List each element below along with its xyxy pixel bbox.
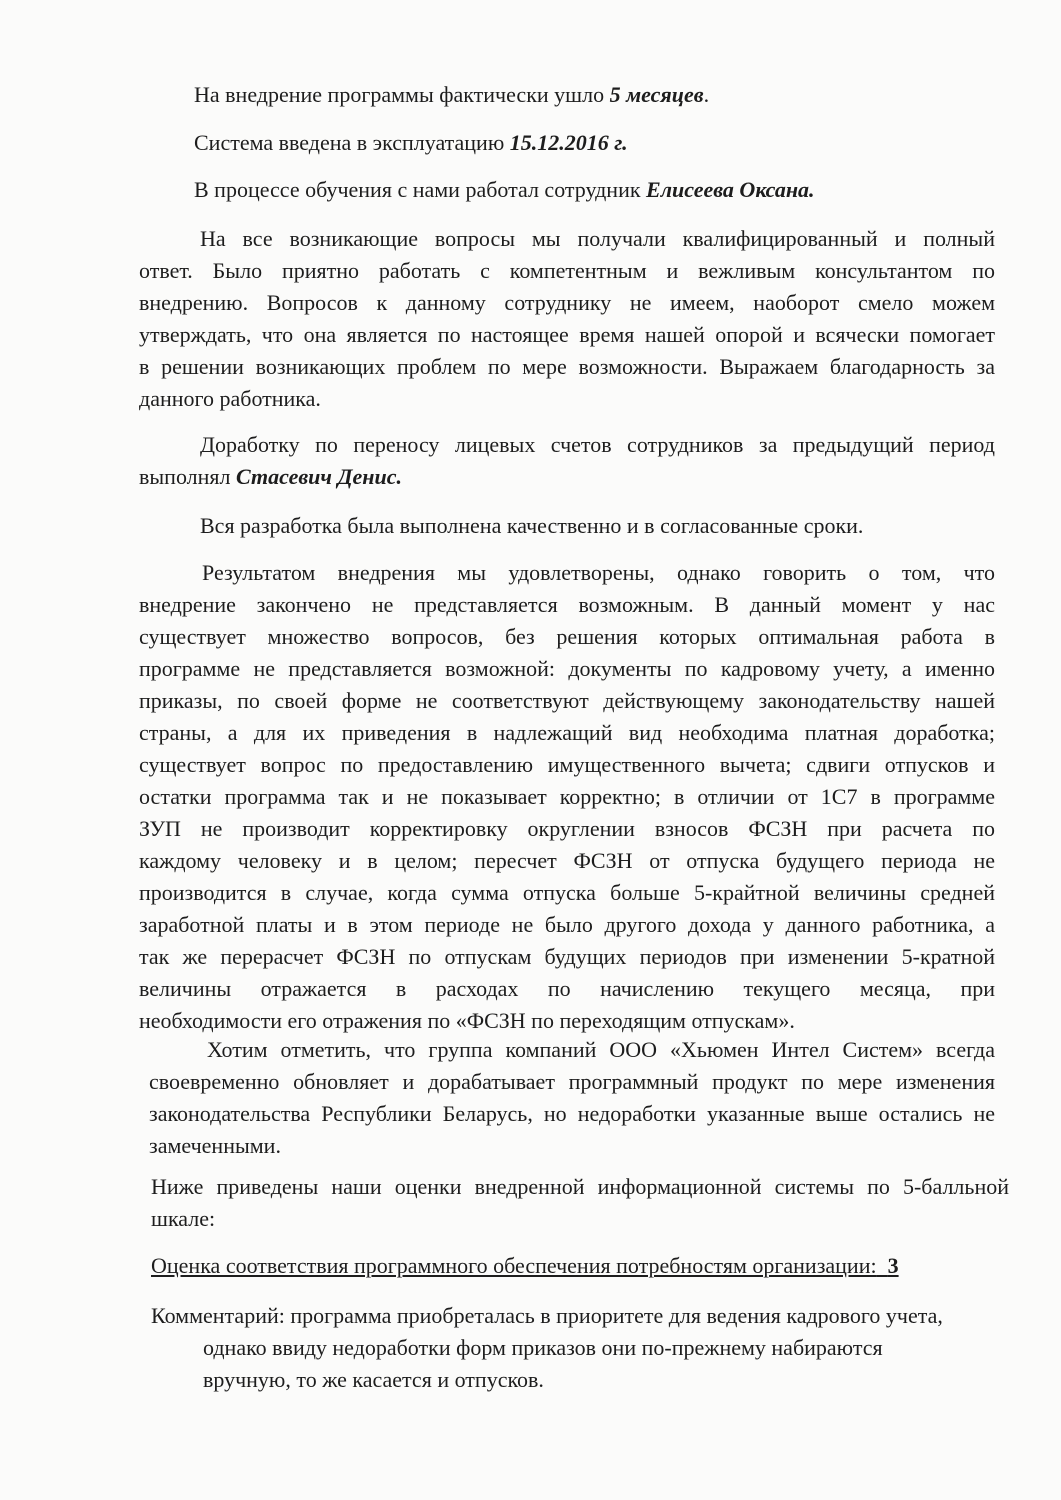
paragraph-line: каждому человеку и в целом; пересчет ФСЗН от отпуска будущего периода не [139,848,995,873]
paragraph-line: шкале: [151,1206,216,1231]
paragraph-line: утверждать, что она является по настоящее время нашей опорой и всячески помогает [139,322,995,347]
paragraph-line: необходимости его отражения по «ФСЗН по переходящим отпускам». [139,1008,795,1033]
paragraph-line: Доработку по переносу лицевых счетов сотрудников за предыдущий период [200,432,995,457]
paragraph-line: внедрение закончено не представляется возможным. В данный момент у нас [139,592,995,617]
paragraph-ratings-intro [151,1172,1009,1236]
paragraph-line: приказы, по своей форме не соответствуют действующему законодательству нашей [139,688,995,713]
comment-block [151,1301,1011,1397]
paragraph-line: существует вопрос по предоставлению имущественного вычета; сдвиги отпусков и [139,752,995,777]
paragraph-line: Результатом внедрения мы удовлетворены, однако говорить о том, что [202,560,995,585]
paragraph-line: остатки программа так и не показывает корректно; в отличии от 1С7 в программе [139,784,995,809]
paragraph-line: ЗУП не производит корректировку округлении взносов ФСЗН при расчета по [139,816,995,841]
trainer-line [194,175,815,205]
paragraph-line: страны, а для их приведения в надлежащий вид необходима платная доработка; [139,720,995,745]
paragraph-line: производится в случае, когда сумма отпуска больше 5-крайтной величины средней [139,880,995,905]
paragraph-line: Ниже приведены наши оценки внедренной информационной системы по 5-балльной [151,1174,1009,1199]
commissioning-date: 15.12.2016 г. [509,130,628,155]
developer-name: Стасевич Денис. [236,464,402,489]
paragraph-line: Хотим отметить, что группа компаний ООО «Хьюмен Интел Систем» всегда [207,1037,995,1062]
comment-line: однако ввиду недоработки форм приказов они по-прежнему набираются [203,1335,883,1360]
implementation-duration-line [194,80,709,110]
commissioning-text: Система введена в эксплуатацию [194,130,510,155]
paragraph-line: величины отражается в расходах по начислению текущего месяца, при [139,976,995,1001]
paragraph-line: программе не представляется возможной: документы по кадровому учету, а именно [139,656,995,681]
paragraph-line: замеченными. [149,1133,281,1158]
rating-value: 3 [887,1253,899,1278]
rating-label: Оценка соответствия программного обеспечения потребностям организации: [151,1253,877,1278]
paragraph-vendor [149,1035,995,1163]
trainer-text: В процессе обучения с нами работал сотрудник [194,177,647,202]
commissioning-date-line [194,128,628,158]
paragraph-line: законодательства Республики Беларусь, но недоработки указанные выше остались не [149,1101,995,1126]
paragraph-line: ответ. Было приятно работать с компетентным и вежливым консультантом по [139,258,995,283]
paragraph-line: так же перерасчет ФСЗН по отпускам будущих периодов при изменении 5-кратной [139,944,995,969]
paragraph-line [139,462,995,494]
paragraph-consultant [139,224,995,416]
paragraph-issues [139,558,995,1038]
comment-line: вручную, то же касается и отпусков. [203,1367,544,1392]
paragraph-line: существует множество вопросов, без решения которых оптимальная работа в [139,624,995,649]
duration-text: На внедрение программы фактически ушло [194,82,610,107]
rating-line [151,1251,899,1281]
comment-line: Комментарий: программа приобреталась в приоритете для ведения кадрового учета, [151,1303,943,1328]
duration-value: 5 месяцев [609,82,704,107]
paragraph-line: На все возникающие вопросы мы получали квалифицированный и полный [200,226,995,251]
paragraph-line: заработной платы и в этом периоде не было другого дохода у данного работника, а [139,912,995,937]
trainer-name: Елисеева Оксана. [646,177,815,202]
paragraph-line: внедрению. Вопросов к данному сотруднику не имеем, наоборот смело можем [139,290,995,315]
paragraph-line: данного работника. [139,386,321,411]
developer-text: выполнял [139,464,237,489]
paragraph-developer [139,430,995,494]
paragraph-line: своевременно обновляет и дорабатывает программный продукт по мере изменения [149,1069,995,1094]
paragraph-quality: Вся разработка была выполнена качественно и в согласованные сроки. [200,513,864,538]
paragraph-line: в решении возникающих проблем по мере возможности. Выражаем благодарность за [139,354,995,379]
duration-end: . [703,82,710,107]
